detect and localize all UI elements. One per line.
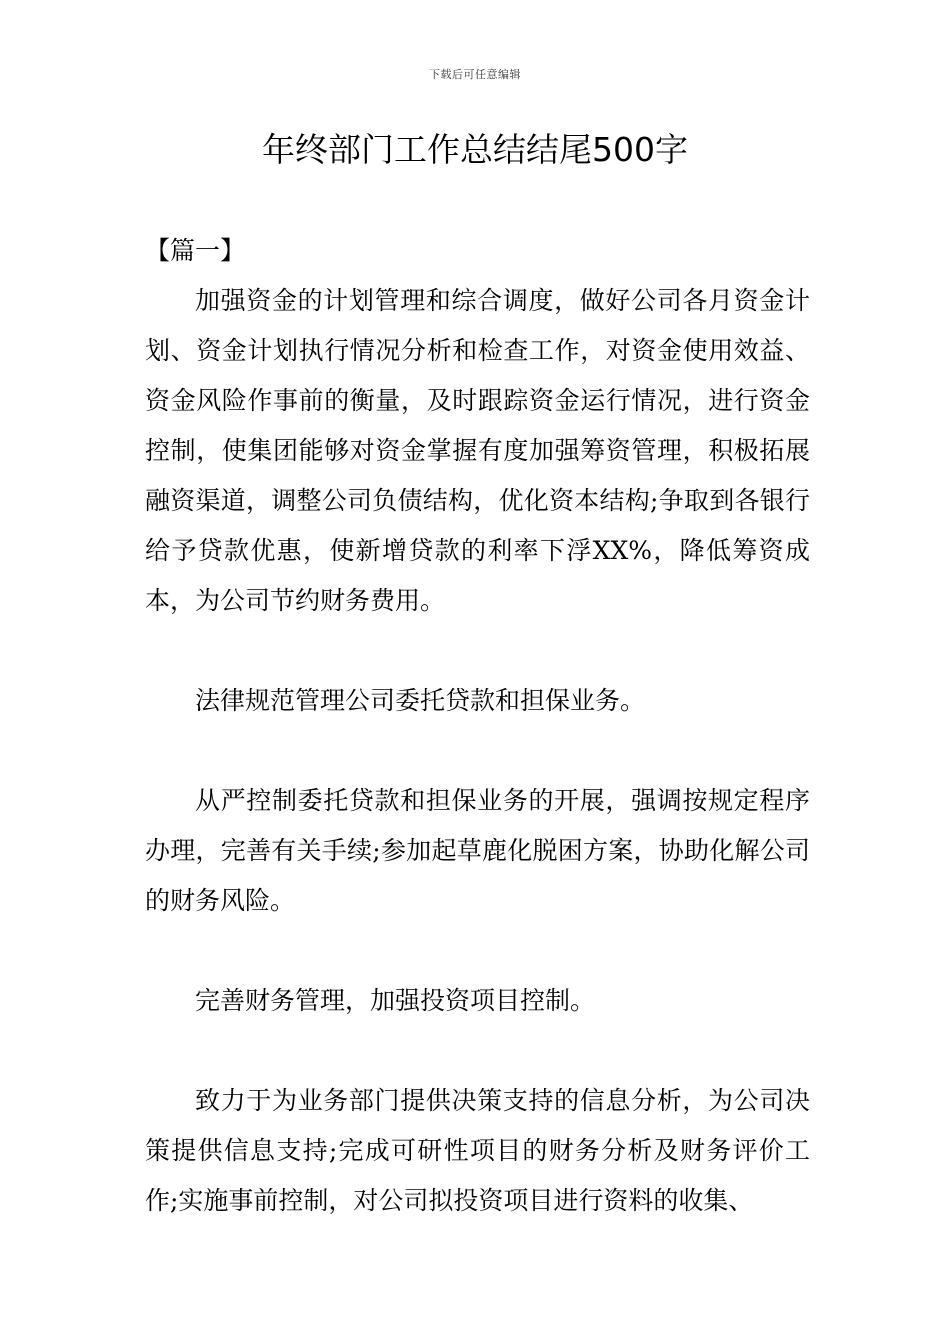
paragraph-strict-control: 从严控制委托贷款和担保业务的开展，强调按规定程序办理，完善有关手续;参加起草鹿化脱困方案，协助化解公司的财务风险。 [145,786,810,915]
paragraph-funds-management: 加强资金的计划管理和综合调度，做好公司各月资金计划、资金计划执行情况分析和检查工作，对资金使用效益、资金风险作事前的衡量，及时跟踪资金运行情况，进行资金控制，使集团能够对资金掌握有度加强筹资管理，积极拓展融资渠道，调整公司负债结构，优化资本结构;争取到各银行给予贷款优惠，使新增贷款的利率下浮XX%，降低筹资成本，为公司节约财务费用。 [145,286,810,615]
paragraph-decision-support: 致力于为业务部门提供决策支持的信息分析，为公司决策提供信息支持;完成可研性项目的财务分析及财务评价工作;实施事前控制，对公司拟投资项目进行资料的收集、 [145,1086,810,1215]
paragraph-legal-management: 法律规范管理公司委托贷款和担保业务。 [195,686,646,715]
document-body [145,226,810,1226]
header-note: 下载后可任意编辑 [429,68,521,81]
document-title: 年终部门工作总结结尾500字 [262,130,688,169]
paragraph-improve-finance: 完善财务管理，加强投资项目控制。 [195,986,596,1015]
section-label: 【篇一】 [145,236,246,265]
